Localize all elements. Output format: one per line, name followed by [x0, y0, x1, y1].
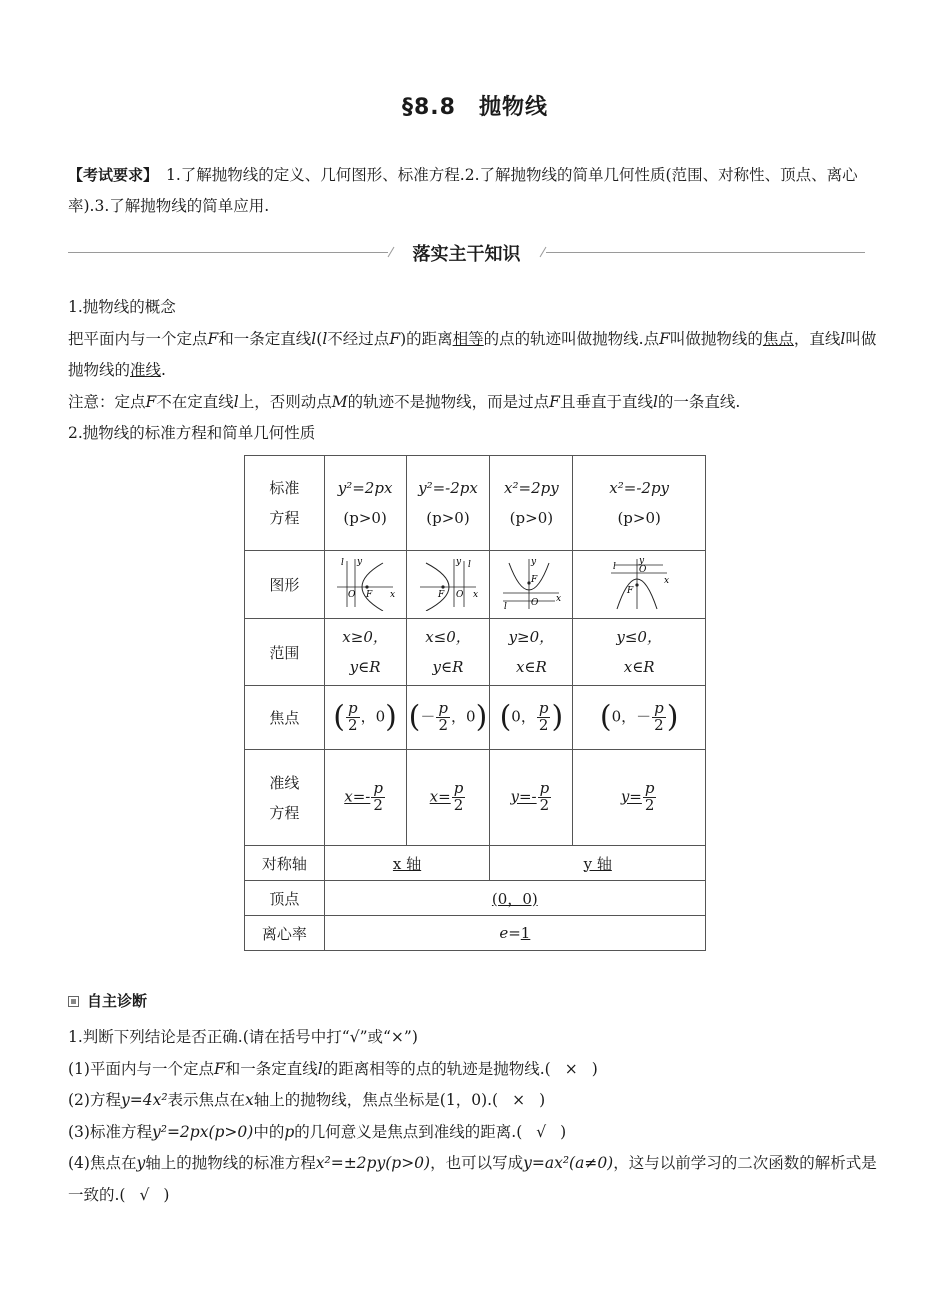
answer-focus: 焦点: [762, 329, 794, 348]
answer-equal: 相等: [452, 329, 484, 348]
svg-text:y: y: [455, 556, 462, 567]
svg-text:x: x: [472, 589, 479, 600]
svg-text:O: O: [455, 589, 464, 600]
answer-mark: √: [536, 1122, 547, 1141]
table-row: [245, 551, 706, 619]
row-label-range: 范围: [245, 619, 325, 686]
concept-block: [68, 292, 883, 450]
concept-heading: 1.抛物线的概念: [68, 298, 176, 316]
svg-text:l: l: [341, 557, 344, 568]
svg-text:l: l: [613, 561, 617, 572]
svg-text:y: y: [639, 555, 645, 566]
range-cell: y≥0， x∈R: [490, 619, 573, 686]
question-item: (2)方程y=4x²表示焦点在x轴上的抛物线，焦点坐标是(1，0).( × ): [68, 1091, 546, 1109]
equation-cell: x²=-2py (p>0): [573, 456, 706, 551]
question-item: (1)平面内与一个定点F和一条定直线l的距离相等的点的轨迹是抛物线.( × ): [68, 1059, 598, 1078]
exam-requirements: [68, 160, 883, 222]
range-cell: x≥0， y∈R: [324, 619, 406, 686]
directrix-cell: x=- $\frac{p}{2}$: [324, 750, 406, 846]
table-row: [245, 750, 706, 846]
table-row: [245, 846, 706, 881]
row-label-eccentricity: 离心率: [245, 916, 325, 951]
svg-text:l: l: [467, 559, 471, 570]
focus-cell: ( $\frac{p}{2}$ ，0): [324, 686, 406, 750]
svg-text:O: O: [639, 564, 647, 575]
table-row: [245, 619, 706, 686]
answer-mark: ×: [564, 1059, 578, 1078]
focus-cell: (－ $\frac{p}{2}$ ，0): [406, 686, 490, 750]
svg-text:F: F: [437, 589, 445, 600]
row-label-graph: 图形: [245, 551, 325, 619]
answer-mark: √: [139, 1185, 150, 1204]
svg-text:O: O: [348, 589, 356, 600]
table-row: [245, 456, 706, 551]
svg-text:y: y: [357, 556, 363, 567]
parabola-up-graph: [499, 555, 563, 611]
row-label-equation: 标准 方程: [245, 456, 325, 551]
graph-cell: [573, 551, 706, 619]
axis-cell: x 轴: [324, 846, 490, 881]
requirements-text: 1.了解抛物线的定义、几何图形、标准方程.2.了解抛物线的简单几何性质(范围、对称性、顶点、离心率).3.了解抛物线的简单应用.: [68, 166, 858, 215]
svg-text:F: F: [366, 589, 373, 600]
equation-cell: y²=2px (p>0): [324, 456, 406, 551]
parabola-properties-table: [244, 455, 706, 951]
svg-text:y: y: [531, 556, 537, 567]
row-label-focus: 焦点: [245, 686, 325, 750]
range-cell: y≤0， x∈R: [573, 619, 706, 686]
range-cell: x≤0， y∈R: [406, 619, 490, 686]
section-divider: [68, 238, 865, 268]
focus-cell: (0， $\frac{p}{2}$ ): [490, 686, 573, 750]
svg-text:F: F: [627, 585, 634, 596]
directrix-cell: y= $\frac{p}{2}$: [573, 750, 706, 846]
row-label-directrix: 准线 方程: [245, 750, 325, 846]
page-title: §8.8 抛物线: [402, 95, 548, 120]
row-label-axis: 对称轴: [245, 846, 325, 881]
divider-line-right: [546, 252, 865, 253]
graph-cell: [324, 551, 406, 619]
vertex-cell: (0，0): [324, 881, 705, 916]
table-row: [245, 881, 706, 916]
svg-text:F: F: [531, 574, 538, 585]
graph-cell: [406, 551, 490, 619]
svg-text:O: O: [531, 597, 539, 608]
square-bullet-icon: [68, 996, 79, 1007]
table-row: [245, 916, 706, 951]
answer-mark: ×: [512, 1091, 526, 1109]
diagnosis-questions: [68, 1022, 883, 1211]
directrix-cell: x= $\frac{p}{2}$: [406, 750, 490, 846]
requirements-tag: 【考试要求】: [68, 166, 159, 184]
concept-definition: 把平面内与一个定点F和一条定直线l(l不经过点F)的距离相等的点的轨迹叫做抛物线.点F叫做抛物线的焦点，直线l叫做抛物线的准线.: [68, 329, 877, 379]
axis-cell: y 轴: [490, 846, 706, 881]
question-prompt: 1.判断下列结论是否正确.(请在括号中打“√”或“×”): [68, 1028, 418, 1046]
parabola-right-graph: [333, 555, 397, 611]
question-item: (4)焦点在y轴上的抛物线的标准方程x²=±2py(p>0)，也可以写成y=ax²(a≠0)，这与以前学习的二次函数的解析式是一致的.( √ ): [68, 1154, 877, 1204]
table-row: [245, 686, 706, 750]
directrix-cell: y=- $\frac{p}{2}$: [490, 750, 573, 846]
concept-note: 注意：定点F不在定直线l上，否则动点M的轨迹不是抛物线，而是过点F且垂直于直线l的一条直线.: [68, 392, 741, 411]
properties-heading: 2.抛物线的标准方程和简单几何性质: [68, 424, 316, 442]
focus-cell: (0，－ $\frac{p}{2}$ ): [573, 686, 706, 750]
question-item: (3)标准方程y²=2px(p>0)中的p的几何意义是焦点到准线的距离.( √ ): [68, 1122, 567, 1141]
equation-cell: x²=2py (p>0): [490, 456, 573, 551]
equation-cell: y²=-2px (p>0): [406, 456, 490, 551]
row-label-vertex: 顶点: [245, 881, 325, 916]
parabola-left-graph: [416, 555, 480, 611]
svg-text:l: l: [504, 601, 508, 611]
diagnosis-heading: 自主诊断: [68, 990, 147, 1011]
section-title: 落实主干知识: [412, 244, 521, 265]
parabola-down-graph: [607, 555, 671, 611]
eccentricity-cell: e=1: [324, 916, 705, 951]
svg-text:x: x: [390, 589, 396, 600]
graph-cell: [490, 551, 573, 619]
answer-directrix: 准线: [130, 361, 162, 379]
svg-text:x: x: [664, 575, 670, 586]
svg-text:x: x: [556, 593, 562, 604]
